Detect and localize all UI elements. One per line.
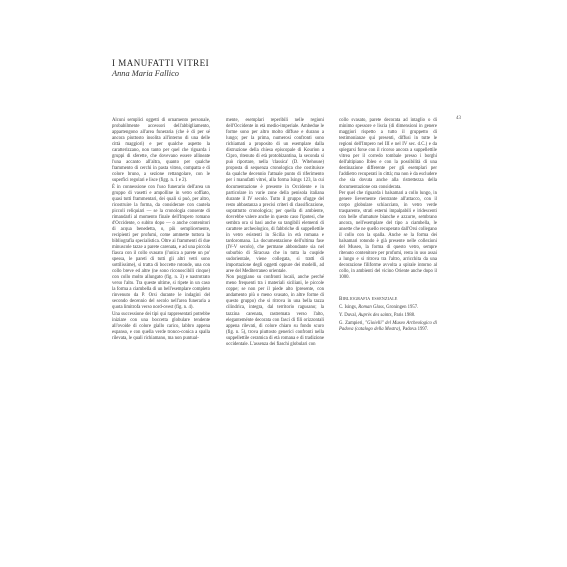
- bibliography-heading: Bibliografia essenziale: [339, 297, 398, 303]
- bib-author: G. Zampieri,: [339, 321, 366, 327]
- bib-title: Auprès des saints: [358, 313, 392, 319]
- paragraph: È in connessione con l'uso funerario dell'area un gruppo di vasetti e ampolline in vetro soffiato, quasi tutti frammentari, dei quali si può, per altro, ricostruire la forma, da considerare con cautela piccoli reliquiari — se la cronologia consente di rimandarli al momento finale dell'Impero romano d'Occidente, o subito dopo — o anche contenitori di acqua benedetta, o, più semplicemente, recipienti per profumi, come ammette tuttora la bibliografia specialistica. Oltre ai frammenti di due minuscole tazze a parete carenata, e ad una piccola fiasca con il collo svasato (l'unica a parete un po' spessa, le pareti di tutti gli altri vetri sono sottilissime), si tratta di boccette rotonde, una con collo breve ed altre (ne sono riconoscibili cinque) con collo molto allungato (fig. n. 3) e nastrotrato verso l'alto. Tra queste ultime, si ripete in un caso la forma a ciambella di un bell'esemplare completo rinvenuto da P. Orsi durante le indagini del secondo decennio del secolo nell'area funeraria a quota limitrofa verso nord-ovest (fig. n. 4).: [112, 184, 210, 311]
- paragraph: collo svasato, parete decorata ad intaglio o di minimo spessore e liscia (di dimensioni in genere maggiori rispetto a tutto il gruppetto di testimonianze qui presenti, diffusi in tutte le regioni dell'Impero nel III e nel IV sec. d.C.) e da spiegarsi forse con il ricorso ancora a suppellettile vitrea per il corredo tombale presso i borghi dell'altipiano Ibleo e con la possibilità di una destinazione differente per gli esemplari per l'addietro recuperati in città; ma non è da escludere che sia dovuta anche alla ristrettezza della documentazione ora considerata.: [339, 118, 437, 190]
- paragraph: mente, esemplari reperibili nelle regioni dell'Occidente in età medio-imperiale. Ambedue le forme sono per altro molto diffuse e durano a lungo; per la prima, numerosi confronti sono richiamati a proposito di un esemplare dalla distruzione della chiesa episcopale di Kourion a Cipro, ritenuto di età protobizantina, la seconda si può riportare, nella 'classica' (D. Witehouse) proposta di sequenza cronologica che costituisce da qualche decennio l'attuale punto di riferimento per i manufatti vitrei, alla forma Isings 123, la cui documentazione è presente in Occidente e in particolare in varie zone della penisola italiana durante il IV secolo. Tutto il gruppo sfugge del resto abbastanza a precisi criteri di classificazione, soprattutto cronologica; per quella di ambiente, dovrebbe valere anche in questo caso l'ipotesi, che sembra ora si basi anche su tangibili elementi di carattere archeologico, di fabbriche di suppellettile in vetro esistenti in Sicilia in età romana e tardoromana. La documentazione dell'ultima fase (IV-V secolo), che permane abbondante sia nel suburbio di Siracusa che in tutta la cuspide sudorientale, viene collegata, si tratti di importazione degli oggetti oppure dei modelli, ad aree del Mediterraneo orientale.: [226, 118, 324, 275]
- bib-publication: , Padova 1997.: [400, 327, 429, 333]
- bibliography-entry: [339, 321, 437, 333]
- bib-author: Y. Duval,: [339, 313, 359, 319]
- paragraph: Per quel che riguarda i balsamari a collo lungo, in genere lievemente rientrante all'attacco, con il corpo globulare schiacciato, in vetro verde trasparente, strati esterni impalpabili e iridescenti con belle sfumature bianche e azzurre, sembrano ancora, nell'esemplare del tipo a ciambella, le ansette che ne quello recuperato dall'Orsi collegano il collo con la spalla. Anche se la forma dei balsamari rotondo è già presente nelle collezioni del Museo, la forma di questo vetro, sempre ritenuto contenitore per profumi, resta in uso assai a lungo e si ritrova tra l'altro, arricchita da una decorazione filiforme avvolta a spirale intorno al collo, in ambienti del vicino Oriente anche dopo il 1000.: [339, 190, 437, 281]
- paragraph: Una successione dei tipi qui rappresentati potrebbe iniziare con una boccetta globulare tendente all'ovoide di colore giallo carico, labbro appena espanso, e con quella verde tronco-conica a spalla rilevata, le quali richiamano, ma non puntual-: [112, 311, 210, 341]
- paragraph: Non poggiano su confronti locali, anche perché meno frequenti tra i materiali siciliani, le piccole coppe; se non per il piede alto (presente, con andamento più o meno svasato, in altre forme di questo gruppo) che si ritrova in una bella tazza cilindrica, integra, dal territorio ragusano; la tazzina carenata, rastremata verso l'alto, eleganteménte decorata con fasci di fili orizzontali appena rilevati, di colore chiaro su fondo scuro (fig. n. 5), trova piuttosto generici confronti nella suppellettile ceramica di età romana e di tradizione occidentale. L'assenza dei fiaschi globulari con: [226, 275, 324, 347]
- bib-title: "Gioielli" del Museo Archeologico di Padova (catalogo della Mostra): [339, 321, 438, 333]
- bib-publication: , Groningen 1957.: [383, 305, 419, 311]
- page-number: 43: [456, 116, 461, 121]
- bib-author: C. Isings,: [339, 305, 359, 311]
- bibliography-entry: [339, 305, 437, 311]
- article-title: I MANUFATTI VITREI: [112, 58, 210, 68]
- text-column-3: [339, 118, 437, 334]
- text-column-2: [226, 118, 324, 348]
- bibliography-entry: [339, 313, 437, 319]
- bib-title: Roman Glass: [358, 305, 384, 311]
- article-author: Anna Maria Fallico: [112, 69, 179, 78]
- bib-publication: , Paris 1988.: [391, 313, 416, 319]
- paragraph: Alcuni semplici oggetti di ornamento personale, probabilmente accessori dell'abbigliamento, appartengono all'area funeraria (che è di per sé ancora piuttosto insolita all'interno di una delle città maggiori) e per qualche aspetto la caratterizzano, non tanto per quel che riguarda i gruppi di sferette, che dovevano essere allineate l'una accanto all'altra, quanto per qualche frammento di cerchi in pasta vitrea, compatta e di colore bruno, a sezione rettangolare, con le superfici regolari e lisce (figg. n. 1 e 2).: [112, 118, 210, 184]
- text-column-1: [112, 118, 210, 342]
